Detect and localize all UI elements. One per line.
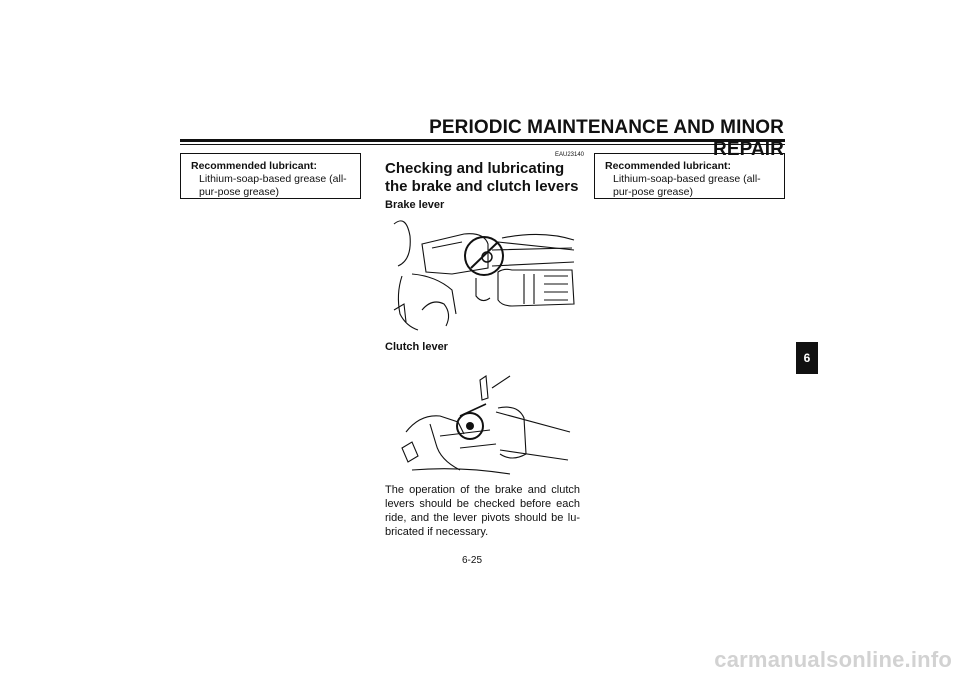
lubricant-box-title: Recommended lubricant: [605, 160, 732, 172]
section-body-text: The operation of the brake and clutch levers should be checked before each ride, and the lever pivots should be lu-bricated if necessary. [385, 484, 580, 538]
lubricant-box-right [594, 153, 785, 199]
clutch-lever-illustration [400, 374, 572, 476]
chapter-tab: 6 [796, 342, 818, 374]
page-number: 6-25 [462, 555, 483, 566]
section-code: EAU23140 [555, 152, 585, 158]
page-header-title: PERIODIC MAINTENANCE AND MINOR REPAIR [429, 117, 784, 160]
clutch-lever-heading: Clutch lever [385, 341, 448, 353]
lubricant-box-text: Lithium-soap-based grease (all-pur-pose grease) [199, 173, 347, 198]
brake-lever-illustration [392, 214, 578, 332]
section-title: Checking and lubricating the brake and clutch levers [385, 160, 579, 195]
header-rule-thin [180, 144, 785, 145]
lubricant-box-title: Recommended lubricant: [191, 160, 318, 172]
lubricant-box-left [180, 153, 361, 199]
lubricant-box-text: Lithium-soap-based grease (all-pur-pose grease) [613, 173, 761, 198]
brake-lever-heading: Brake lever [385, 199, 445, 211]
watermark: carmanualsonline.info [714, 647, 952, 672]
header-rule [180, 139, 785, 142]
